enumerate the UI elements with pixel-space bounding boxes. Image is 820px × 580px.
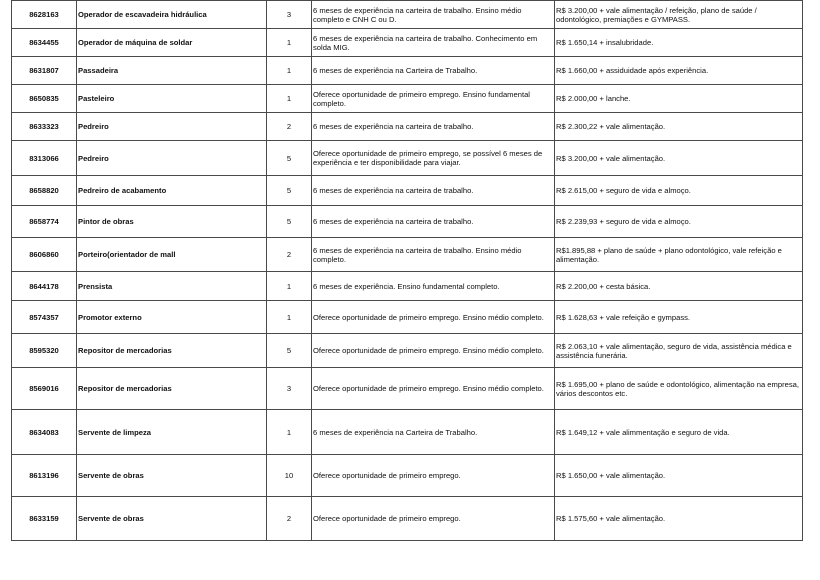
vacancy-count-cell: 5 xyxy=(267,176,312,206)
job-title-cell: Operador de escavadeira hidráulica xyxy=(77,1,267,29)
job-title-cell: Repositor de mercadorias xyxy=(77,368,267,410)
table-row xyxy=(12,497,803,541)
table-row xyxy=(12,113,803,141)
job-title-cell: Pedreiro xyxy=(77,113,267,141)
salary-benefits-cell: R$ 2.300,22 + vale alimentação. xyxy=(555,113,803,141)
salary-benefits-cell: R$ 1.695,00 + plano de saúde e odontológico, alimentação na empresa, vários descontos etc. xyxy=(555,368,803,410)
vacancy-count-cell: 3 xyxy=(267,1,312,29)
salary-benefits-cell: R$ 2.615,00 + seguro de vida e almoço. xyxy=(555,176,803,206)
vacancy-count-cell: 1 xyxy=(267,85,312,113)
table-row xyxy=(12,141,803,176)
requirements-cell: 6 meses de experiência na carteira de trabalho. xyxy=(312,206,555,238)
vacancy-count-cell: 1 xyxy=(267,272,312,301)
vacancy-count-cell: 2 xyxy=(267,113,312,141)
salary-benefits-cell: R$ 3.200,00 + vale alimentação. xyxy=(555,141,803,176)
vacancy-count-cell: 10 xyxy=(267,455,312,497)
table-row xyxy=(12,57,803,85)
job-title-cell: Pasteleiro xyxy=(77,85,267,113)
vacancy-count-cell: 1 xyxy=(267,410,312,455)
job-code-cell: 8644178 xyxy=(12,272,77,301)
table-row xyxy=(12,455,803,497)
requirements-cell: Oferece oportunidade de primeiro emprego. Ensino fundamental completo. xyxy=(312,85,555,113)
vacancy-count-cell: 5 xyxy=(267,206,312,238)
table-row xyxy=(12,85,803,113)
vacancy-count-cell: 2 xyxy=(267,238,312,272)
table-row xyxy=(12,301,803,334)
table-row xyxy=(12,29,803,57)
requirements-cell: 6 meses de experiência na carteira de trabalho. xyxy=(312,176,555,206)
table-row xyxy=(12,368,803,410)
job-title-cell: Servente de obras xyxy=(77,455,267,497)
job-code-cell: 8595320 xyxy=(12,334,77,368)
job-listings-body xyxy=(12,1,803,541)
salary-benefits-cell: R$ 2.239,93 + seguro de vida e almoço. xyxy=(555,206,803,238)
salary-benefits-cell: R$ 1.650,14 + insalubridade. xyxy=(555,29,803,57)
table-row xyxy=(12,410,803,455)
job-code-cell: 8606860 xyxy=(12,238,77,272)
table-row xyxy=(12,334,803,368)
job-title-cell: Servente de limpeza xyxy=(77,410,267,455)
job-code-cell: 8658820 xyxy=(12,176,77,206)
job-code-cell: 8658774 xyxy=(12,206,77,238)
requirements-cell: 6 meses de experiência na Carteira de Trabalho. xyxy=(312,57,555,85)
job-code-cell: 8613196 xyxy=(12,455,77,497)
job-title-cell: Porteiro(orientador de mall xyxy=(77,238,267,272)
table-row xyxy=(12,176,803,206)
requirements-cell: 6 meses de experiência. Ensino fundamental completo. xyxy=(312,272,555,301)
table-row xyxy=(12,238,803,272)
requirements-cell: 6 meses de experiência na carteira de trabalho. Ensino médio completo. xyxy=(312,238,555,272)
requirements-cell: Oferece oportunidade de primeiro emprego. Ensino médio completo. xyxy=(312,301,555,334)
job-title-cell: Pintor de obras xyxy=(77,206,267,238)
job-title-cell: Pedreiro de acabamento xyxy=(77,176,267,206)
salary-benefits-cell: R$ 1.660,00 + assiduidade após experiência. xyxy=(555,57,803,85)
job-title-cell: Operador de máquina de soldar xyxy=(77,29,267,57)
requirements-cell: Oferece oportunidade de primeiro emprego. Ensino médio completo. xyxy=(312,334,555,368)
job-code-cell: 8574357 xyxy=(12,301,77,334)
job-title-cell: Servente de obras xyxy=(77,497,267,541)
job-listings-table xyxy=(11,0,803,541)
job-title-cell: Promotor externo xyxy=(77,301,267,334)
salary-benefits-cell: R$ 2.063,10 + vale alimentação, seguro de vida, assistência médica e assistência funerária. xyxy=(555,334,803,368)
job-code-cell: 8569016 xyxy=(12,368,77,410)
job-title-cell: Pedreiro xyxy=(77,141,267,176)
requirements-cell: 6 meses de experiência na Carteira de Trabalho. xyxy=(312,410,555,455)
job-title-cell: Prensista xyxy=(77,272,267,301)
job-code-cell: 8631807 xyxy=(12,57,77,85)
salary-benefits-cell: R$1.895,88 + plano de saúde + plano odontológico, vale refeição e alimentação. xyxy=(555,238,803,272)
requirements-cell: Oferece oportunidade de primeiro emprego, se possível 6 meses de experiência e ter disponibilidade para viajar. xyxy=(312,141,555,176)
job-code-cell: 8634083 xyxy=(12,410,77,455)
salary-benefits-cell: R$ 2.000,00 + lanche. xyxy=(555,85,803,113)
table-row xyxy=(12,206,803,238)
job-code-cell: 8633159 xyxy=(12,497,77,541)
requirements-cell: Oferece oportunidade de primeiro emprego. xyxy=(312,497,555,541)
table-row xyxy=(12,1,803,29)
vacancy-count-cell: 5 xyxy=(267,334,312,368)
job-code-cell: 8650835 xyxy=(12,85,77,113)
requirements-cell: 6 meses de experiência na carteira de trabalho. Conhecimento em solda MIG. xyxy=(312,29,555,57)
job-code-cell: 8628163 xyxy=(12,1,77,29)
requirements-cell: 6 meses de experiência na carteira de trabalho. Ensino médio completo e CNH C ou D. xyxy=(312,1,555,29)
job-title-cell: Repositor de mercadorias xyxy=(77,334,267,368)
vacancy-count-cell: 1 xyxy=(267,301,312,334)
table-row xyxy=(12,272,803,301)
vacancy-count-cell: 2 xyxy=(267,497,312,541)
vacancy-count-cell: 5 xyxy=(267,141,312,176)
salary-benefits-cell: R$ 2.200,00 + cesta básica. xyxy=(555,272,803,301)
salary-benefits-cell: R$ 1.650,00 + vale alimentação. xyxy=(555,455,803,497)
salary-benefits-cell: R$ 1.649,12 + vale alimmentação e seguro de vida. xyxy=(555,410,803,455)
job-code-cell: 8633323 xyxy=(12,113,77,141)
vacancy-count-cell: 1 xyxy=(267,29,312,57)
vacancy-count-cell: 1 xyxy=(267,57,312,85)
job-code-cell: 8634455 xyxy=(12,29,77,57)
requirements-cell: Oferece oportunidade de primeiro emprego. xyxy=(312,455,555,497)
salary-benefits-cell: R$ 1.628,63 + vale refeição e gympass. xyxy=(555,301,803,334)
salary-benefits-cell: R$ 3.200,00 + vale alimentação / refeição, plano de saúde / odontológico, premiações e GYMPASS. xyxy=(555,1,803,29)
job-code-cell: 8313066 xyxy=(12,141,77,176)
vacancy-count-cell: 3 xyxy=(267,368,312,410)
salary-benefits-cell: R$ 1.575,60 + vale alimentação. xyxy=(555,497,803,541)
requirements-cell: Oferece oportunidade de primeiro emprego. Ensino médio completo. xyxy=(312,368,555,410)
requirements-cell: 6 meses de experiência na carteira de trabalho. xyxy=(312,113,555,141)
job-title-cell: Passadeira xyxy=(77,57,267,85)
